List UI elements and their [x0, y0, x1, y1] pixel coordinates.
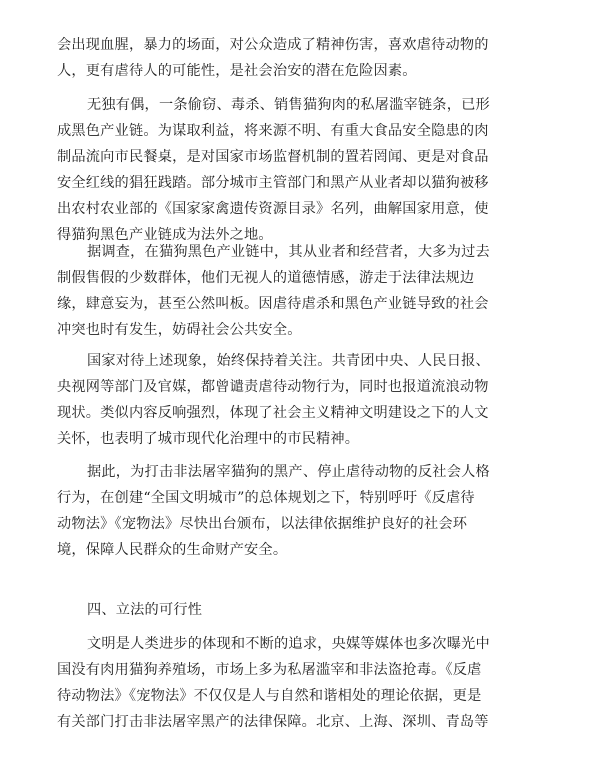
text-line: 境，保障人民群众的生命财产安全。: [57, 542, 288, 558]
text-line: 人，更有虐待人的可能性，是社会治安的潜在危险因素。: [57, 63, 417, 79]
text-line: 得猫狗黑色产业链成为法外之地。: [57, 227, 273, 243]
text-line: 制品流向市民餐桌，是对国家市场监督机制的置若罔闻、更是对食品: [57, 149, 489, 165]
text-line: 动物法》《宠物法》尽快出台颁布，以法律依据维护良好的社会环: [57, 516, 468, 532]
text-line: 关怀，也表明了城市现代化治理中的市民精神。: [57, 431, 360, 447]
text-line: 安全红线的猖狂践踏。部分城市主管部门和黑产从业者却以猫狗被移: [57, 175, 489, 191]
paragraph-legislation-appeal: [57, 459, 533, 563]
text-line: 冲突也时有发生，妨碍社会公共安全。: [57, 322, 302, 338]
text-line: 国家对待上述现象，始终保持着关注。共青团中央、人民日报、: [87, 353, 490, 369]
text-line: 制假售假的少数群体，他们无视人的道德情感，游走于法律法规边: [57, 270, 475, 286]
text-line: 据此，为打击非法屠宰猫狗的黑产、停止虐待动物的反社会人格: [87, 464, 490, 480]
text-line: 会出现血腥，暴力的场面，对公众造成了精神伤害，喜欢虐待动物的: [57, 37, 489, 53]
text-line: 央视网等部门及官媒，都曾谴责虐待动物行为，同时也报道流浪动物: [57, 379, 489, 395]
text-line: 国没有肉用猫狗养殖场，市场上多为私屠滥宰和非法盗抢毒。《反虐: [57, 662, 482, 678]
text-line: 行为，在创建“全国文明城市”的总体规划之下，特别呼吁《反虐待: [57, 490, 475, 506]
text-line: 据调查，在猫狗黑色产业链中，其从业者和经营者，大多为过去: [87, 244, 490, 260]
text-line: 文明是人类进步的体现和不断的追求，央媒等媒体也多次曝光中: [87, 636, 490, 652]
text-line: 现状。类似内容反响强烈，体现了社会主义精神文明建设之下的人文: [57, 405, 489, 421]
paragraph-black-industry-chain: [57, 92, 533, 248]
text-line: 待动物法》《宠物法》不仅仅是人与自然和谐相处的理论依据，更是: [57, 688, 482, 704]
text-line: 无独有偶，一条偷窃、毒杀、销售猫狗肉的私屠滥宰链条，已形: [87, 97, 490, 113]
paragraph-national-attention: [57, 348, 533, 452]
paragraph-civilization-progress: [57, 631, 533, 735]
section-heading: 四、立法的可行性: [87, 602, 203, 618]
text-line: 出农村农业部的《国家家禽遗传资源目录》名列，曲解国家用意，使: [57, 201, 489, 217]
paragraph-investigation: [57, 239, 533, 343]
paragraph-public-safety-risk: [57, 32, 533, 84]
text-line: 缘，肆意妄为，甚至公然叫板。因虐待虐杀和黑色产业链导致的社会: [57, 296, 489, 312]
text-line: 有关部门打击非法屠宰黑产的法律保障。北京、上海、深圳、青岛等: [57, 714, 489, 730]
text-line: 成黑色产业链。为谋取利益，将来源不明、有重大食品安全隐患的肉: [57, 123, 489, 139]
